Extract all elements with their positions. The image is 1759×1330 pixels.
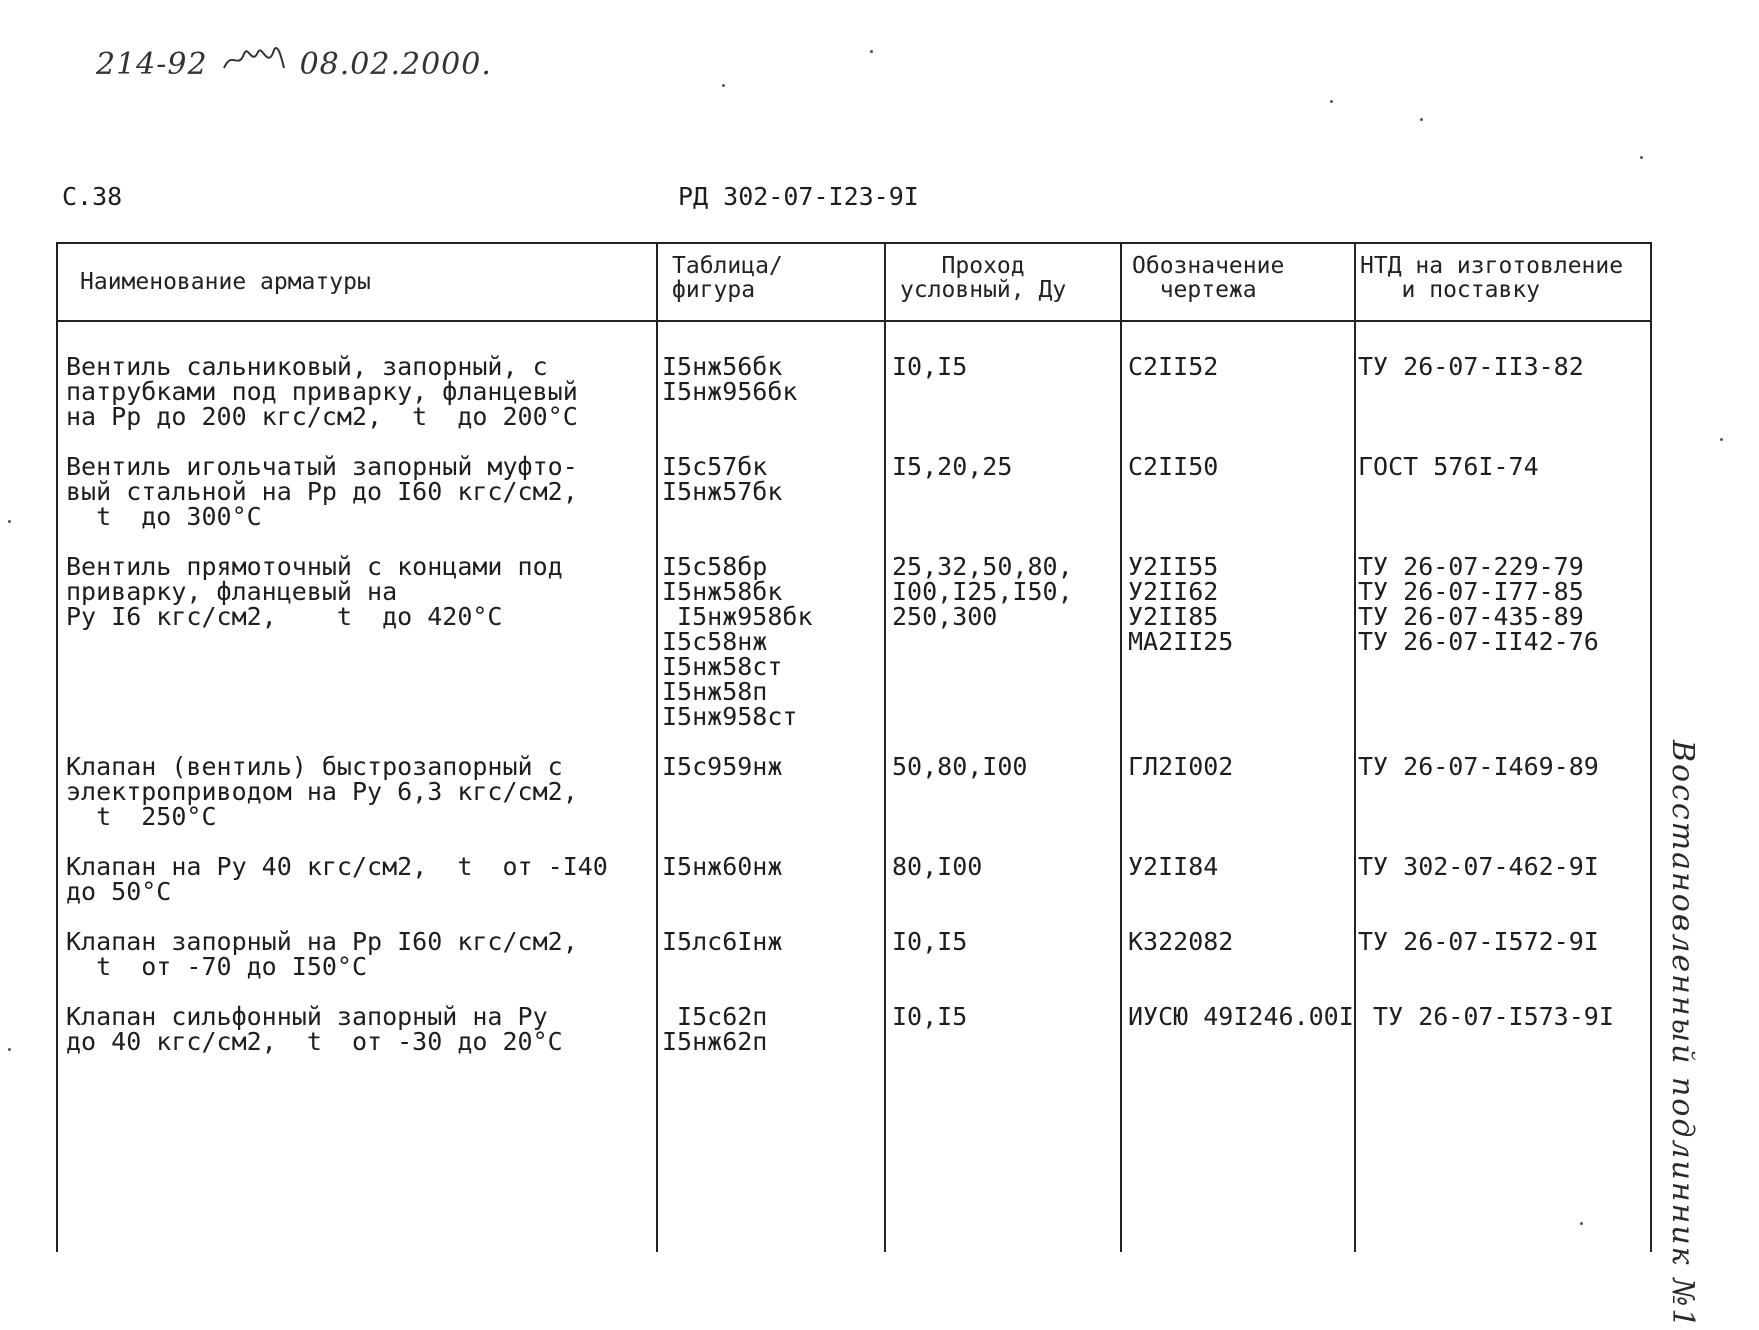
cell-name: Клапан сильфонный запорный на Ру до 40 кгс/см2, t от -30 до 20°С: [66, 1002, 563, 1056]
scan-speck: [1580, 1222, 1583, 1225]
cell-table-figure: I5нж60нж: [662, 852, 783, 881]
cell-drawing: У2II55 У2II62 У2II85 МА2II25: [1128, 552, 1234, 656]
cell-nominal-bore: 25,32,50,80, I00,I25,I50, 250,300: [892, 552, 1073, 631]
cell-ntd: ТУ 302-07-462-9I: [1358, 852, 1599, 881]
column-divider: [656, 244, 658, 1252]
cell-table-figure: I5лс6Iнж: [662, 927, 783, 956]
header-drawing: Обозначение чертежа: [1132, 253, 1285, 303]
header-name: Наименование арматуры: [80, 269, 371, 295]
cell-name: Клапан на Ру 40 кгс/см2, t от -I40 до 50°С: [66, 852, 608, 906]
document-code: РД 302-07-I23-9I: [678, 182, 919, 211]
cell-name: Вентиль сальниковый, запорный, с патрубками под приварку, фланцевый на Рр до 200 кгс/см2, t до 200°С: [66, 352, 578, 431]
cell-name: Вентиль игольчатый запорный муфто- вый стальной на Рр до I60 кгс/см2, t до 300°С: [66, 452, 578, 531]
side-annotation: Восстановленный подлинник №1: [1665, 740, 1700, 1330]
handwritten-note: [96, 40, 492, 82]
scan-speck: [1640, 156, 1643, 159]
cell-nominal-bore: 80,I00: [892, 852, 983, 881]
scan-speck: [1720, 438, 1723, 441]
cell-drawing: У2II84: [1128, 852, 1219, 881]
cell-nominal-bore: I0,I5: [892, 352, 968, 381]
header-ntd: НТД на изготовление и поставку: [1360, 253, 1624, 303]
scan-speck: [1330, 100, 1333, 103]
cell-nominal-bore: 50,80,I00: [892, 752, 1028, 781]
cell-name: Клапан (вентиль) быстрозапорный с электроприводом на Ру 6,3 кгс/см2, t 250°С: [66, 752, 578, 831]
header-divider: [58, 320, 1650, 322]
column-divider: [884, 244, 886, 1252]
cell-name: Клапан запорный на Рр I60 кгс/см2, t от -70 до I50°С: [66, 927, 578, 981]
scan-speck: [1420, 118, 1423, 121]
cell-ntd: ТУ 26-07-I572-9I: [1358, 927, 1599, 956]
cell-table-figure: I5с58бр I5нж58бк I5нж958бк I5с58нж I5нж58ст I5нж58п I5нж958ст: [662, 552, 813, 731]
scan-speck: [8, 1048, 11, 1051]
cell-table-figure: I5с62п I5нж62п: [662, 1002, 768, 1056]
cell-table-figure: I5с57бк I5нж57бк: [662, 452, 783, 506]
page-number: С.38: [62, 182, 123, 211]
cell-drawing: С2II50: [1128, 452, 1219, 481]
cell-table-figure: I5с959нж: [662, 752, 783, 781]
cell-drawing: ИУСЮ 49I246.00I: [1128, 1002, 1354, 1031]
cell-drawing: ГЛ2I002: [1128, 752, 1234, 781]
scan-speck: [870, 50, 873, 53]
cell-drawing: С2II52: [1128, 352, 1219, 381]
cell-ntd: ТУ 26-07-229-79 ТУ 26-07-I77-85 ТУ 26-07-435-89 ТУ 26-07-II42-76: [1358, 552, 1599, 656]
cell-nominal-bore: I0,I5: [892, 927, 968, 956]
cell-name: Вентиль прямоточный с концами под приварку, фланцевый на Ру I6 кгс/см2, t до 420°С: [66, 552, 563, 631]
cell-ntd: ТУ 26-07-I469-89: [1358, 752, 1599, 781]
cell-ntd: ТУ 26-07-II3-82: [1358, 352, 1584, 381]
cell-ntd: ГОСТ 576I-74: [1358, 452, 1539, 481]
note-number: 214-92: [96, 47, 208, 82]
cell-ntd: ТУ 26-07-I573-9I: [1358, 1002, 1614, 1031]
header-table-figure: Таблица/ фигура: [672, 253, 783, 303]
column-divider: [1354, 244, 1356, 1252]
cell-nominal-bore: I5,20,25: [892, 452, 1013, 481]
cell-nominal-bore: I0,I5: [892, 1002, 968, 1031]
scan-speck: [722, 84, 725, 87]
column-divider: [1120, 244, 1122, 1252]
signature: [222, 40, 286, 82]
armature-table: [56, 242, 1652, 1252]
cell-drawing: К322082: [1128, 927, 1234, 956]
note-date: 08.02.2000.: [299, 47, 492, 82]
scan-speck: [8, 520, 11, 523]
cell-table-figure: I5нж56бк I5нж956бк: [662, 352, 798, 406]
header-nominal-bore: Проход условный, Ду: [900, 253, 1067, 303]
signature-scribble: [222, 40, 286, 74]
